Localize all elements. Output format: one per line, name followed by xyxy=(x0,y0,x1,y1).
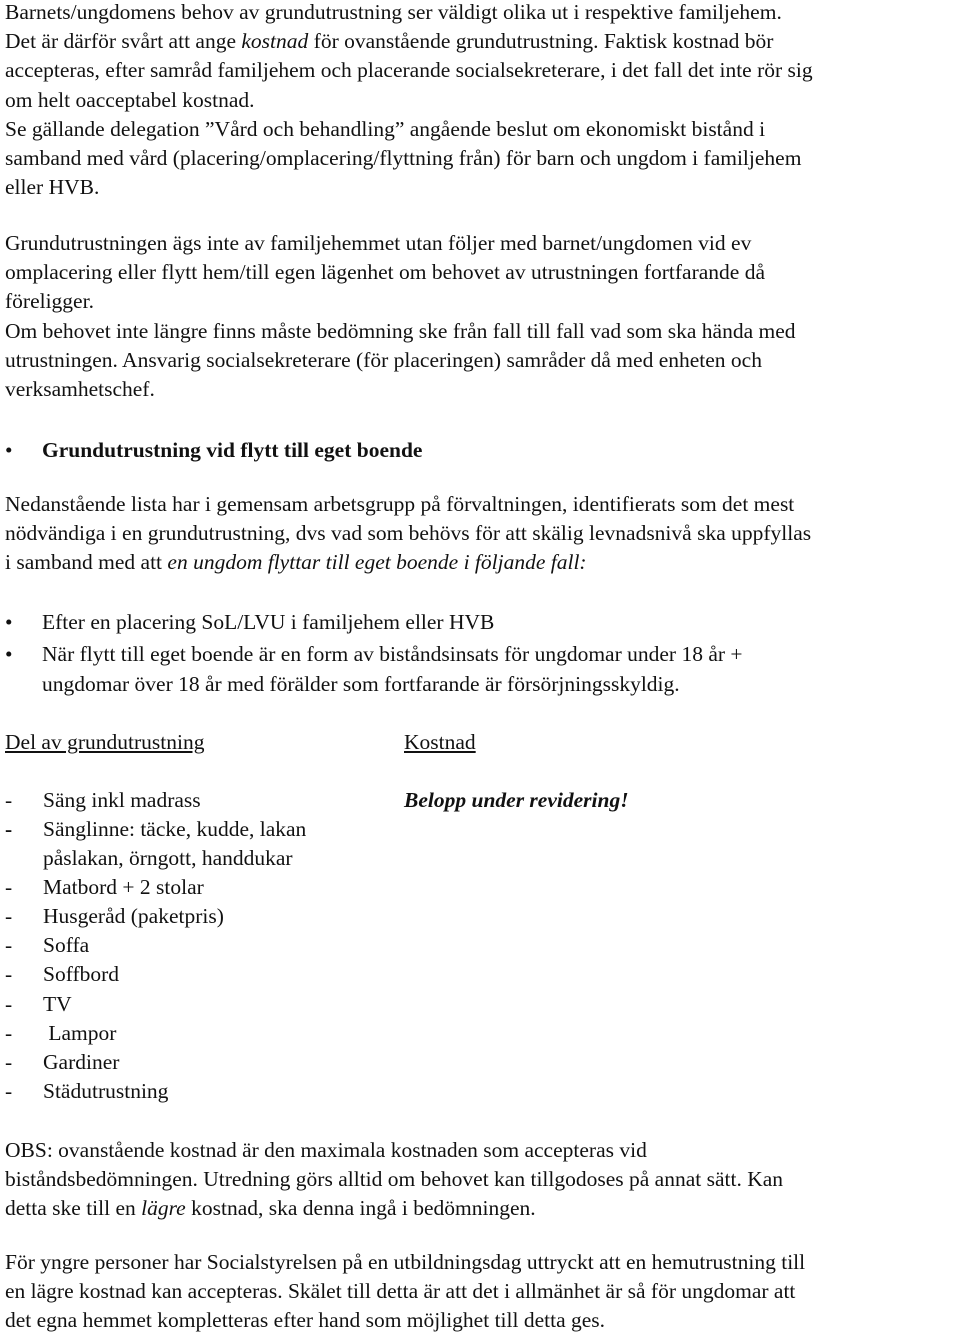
ownership-line: föreligger. xyxy=(5,289,94,314)
intro-line: eller HVB. xyxy=(5,175,100,200)
list-intro-line xyxy=(5,548,955,577)
item-label: Husgeråd (paketpris) xyxy=(43,904,224,928)
case-text: Efter en placering SoL/LVU i familjehem eller HVB xyxy=(42,610,495,634)
item-label: Gardiner xyxy=(43,1050,120,1074)
item-label: Städutrustning xyxy=(43,1079,169,1103)
closing-line: För yngre personer har Socialstyrelsen på en utbildningsdag uttryckt att en hemutrustning till xyxy=(5,1250,806,1274)
closing-paragraph xyxy=(5,1248,955,1336)
obs-line: OBS: ovanstående kostnad är den maximala kostnaden som accepteras vid xyxy=(5,1138,647,1162)
dash-marker: - xyxy=(5,875,13,899)
intro-emphasis: kostnad xyxy=(241,29,309,54)
bullet-icon: • xyxy=(5,642,13,666)
ownership-paragraph xyxy=(5,229,955,404)
intro-text: Det är därför svårt att ange xyxy=(5,29,242,54)
case-text: När flytt till eget boende är en form av biståndsinsats för ungdomar under 18 år + xyxy=(42,642,743,666)
dash-marker: - xyxy=(5,992,13,1016)
item-label: Lampor xyxy=(43,1021,117,1045)
list-intro-text: i samband med att xyxy=(5,550,168,575)
list-intro-emphasis: en ungdom flyttar till eget boende i följande fall: xyxy=(167,550,587,575)
dash-marker: - xyxy=(5,817,13,841)
obs-line: biståndsbedömningen. Utredning görs alltid om behovet kan tillgodoses på annat sätt. Kan xyxy=(5,1167,784,1192)
bullet-icon: • xyxy=(5,610,13,634)
closing-line: det egna hemmet kompletteras efter hand som möjlighet till detta ges. xyxy=(5,1308,606,1333)
table-header-row xyxy=(5,728,204,757)
obs-line xyxy=(5,1194,955,1223)
dash-marker: - xyxy=(5,1050,13,1074)
dash-marker: - xyxy=(5,788,13,812)
item-label: Säng inkl madrass xyxy=(43,788,201,812)
obs-emphasis: lägre xyxy=(141,1196,186,1221)
section-title: Grundutrustning vid flytt till eget boende xyxy=(42,438,423,462)
column-header-cost-label: Kostnad xyxy=(404,730,476,754)
item-label: Soffbord xyxy=(43,962,120,986)
intro-line: accepteras, efter samråd familjehem och placerande socialsekreterare, i det fall det inte rör sig xyxy=(5,58,813,83)
obs-text: detta ske till en xyxy=(5,1196,142,1221)
column-header-cost xyxy=(404,728,476,757)
closing-line: en lägre kostnad kan accepteras. Skälet till detta är att det i allmänhet är så för ungdomar att xyxy=(5,1279,796,1304)
item-label: TV xyxy=(43,992,72,1016)
intro-line xyxy=(5,27,955,56)
dash-marker: - xyxy=(5,933,13,957)
item-label: Soffa xyxy=(43,933,90,957)
case-text: ungdomar över 18 år med förälder som fortfarande är försörjningsskyldig. xyxy=(42,672,680,696)
column-header-part: Del av grundutrustning xyxy=(5,730,205,754)
obs-text: kostnad, ska denna ingå i bedömningen. xyxy=(185,1196,536,1221)
intro-text: för ovanstående grundutrustning. Faktisk kostnad bör xyxy=(308,29,774,54)
intro-paragraph xyxy=(5,0,955,202)
intro-line: om helt oacceptabel kostnad. xyxy=(5,87,255,112)
dash-marker: - xyxy=(5,962,13,986)
obs-paragraph xyxy=(5,1136,955,1224)
ownership-line: utrustningen. Ansvarig socialsekreterare (för placeringen) samråder då med enheten och xyxy=(5,347,762,372)
intro-line: Barnets/ungdomens behov av grundutrustning ser väldigt olika ut i respektive familjehem. xyxy=(5,0,782,24)
ownership-line: omplacering eller flytt hem/till egen lägenhet om behovet av utrustningen fortfarande då xyxy=(5,260,765,285)
ownership-line: Om behovet inte längre finns måste bedömning ske från fall till fall vad som ska hända med xyxy=(5,318,796,343)
intro-line: samband med vård (placering/omplacering/flyttning från) för barn och ungdom i familjehem xyxy=(5,146,802,171)
cost-note: Belopp under revidering! xyxy=(404,788,629,812)
list-intro-paragraph xyxy=(5,490,955,578)
item-label: Sänglinne: täcke, kudde, lakan xyxy=(43,817,307,841)
bullet-icon: • xyxy=(5,438,13,462)
item-label: påslakan, örngott, handdukar xyxy=(43,846,293,870)
ownership-line: verksamhetschef. xyxy=(5,377,155,402)
list-intro-line: nödvändiga i en grundutrustning, dvs vad som behövs för att skälig levnadsnivå ska uppfyllas xyxy=(5,521,812,546)
ownership-line: Grundutrustningen ägs inte av familjehemmet utan följer med barnet/ungdomen vid ev xyxy=(5,231,752,255)
item-label: Matbord + 2 stolar xyxy=(43,875,204,899)
intro-line: Se gällande delegation ”Vård och behandling” angående beslut om ekonomiskt bistånd i xyxy=(5,116,766,141)
dash-marker: - xyxy=(5,1079,13,1103)
dash-marker: - xyxy=(5,1021,13,1045)
list-intro-line: Nedanstående lista har i gemensam arbetsgrupp på förvaltningen, identifierats som det mest xyxy=(5,492,795,516)
dash-marker: - xyxy=(5,904,13,928)
